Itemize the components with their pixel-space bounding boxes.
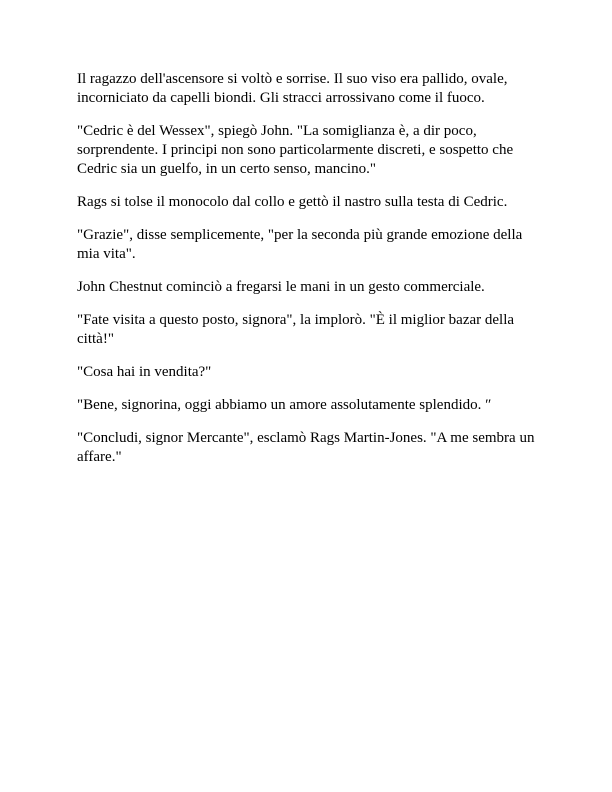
paragraph: Rags si tolse il monocolo dal collo e gettò il nastro sulla testa di Cedric. <box>77 194 508 210</box>
paragraph: "Fate visita a questo posto, signora", la implorò. "È il miglior bazar della città!" <box>77 312 515 347</box>
paragraph: "Grazie", disse semplicemente, "per la seconda più grande emozione della mia vita". <box>77 227 523 262</box>
paragraph: "Bene, signorina, oggi abbiamo un amore assolutamente splendido. ″ <box>77 397 492 413</box>
paragraph: "Cosa hai in vendita?" <box>77 364 212 380</box>
paragraph: John Chestnut cominciò a fregarsi le mani in un gesto commerciale. <box>77 279 485 295</box>
document-body <box>77 70 547 481</box>
paragraph: "Cedric è del Wessex", spiegò John. "La somiglianza è, a dir poco, sorprendente. I principi non sono particolarmente discreti, e sospetto che Cedric sia un guelfo, in un certo senso, mancino." <box>77 123 514 177</box>
paragraph: Il ragazzo dell'ascensore si voltò e sorrise. Il suo viso era pallido, ovale, incorniciato da capelli biondi. Gli stracci arrossivano come il fuoco. <box>77 71 508 106</box>
paragraph: "Concludi, signor Mercante", esclamò Rags Martin-Jones. "A me sembra un affare." <box>77 430 535 465</box>
